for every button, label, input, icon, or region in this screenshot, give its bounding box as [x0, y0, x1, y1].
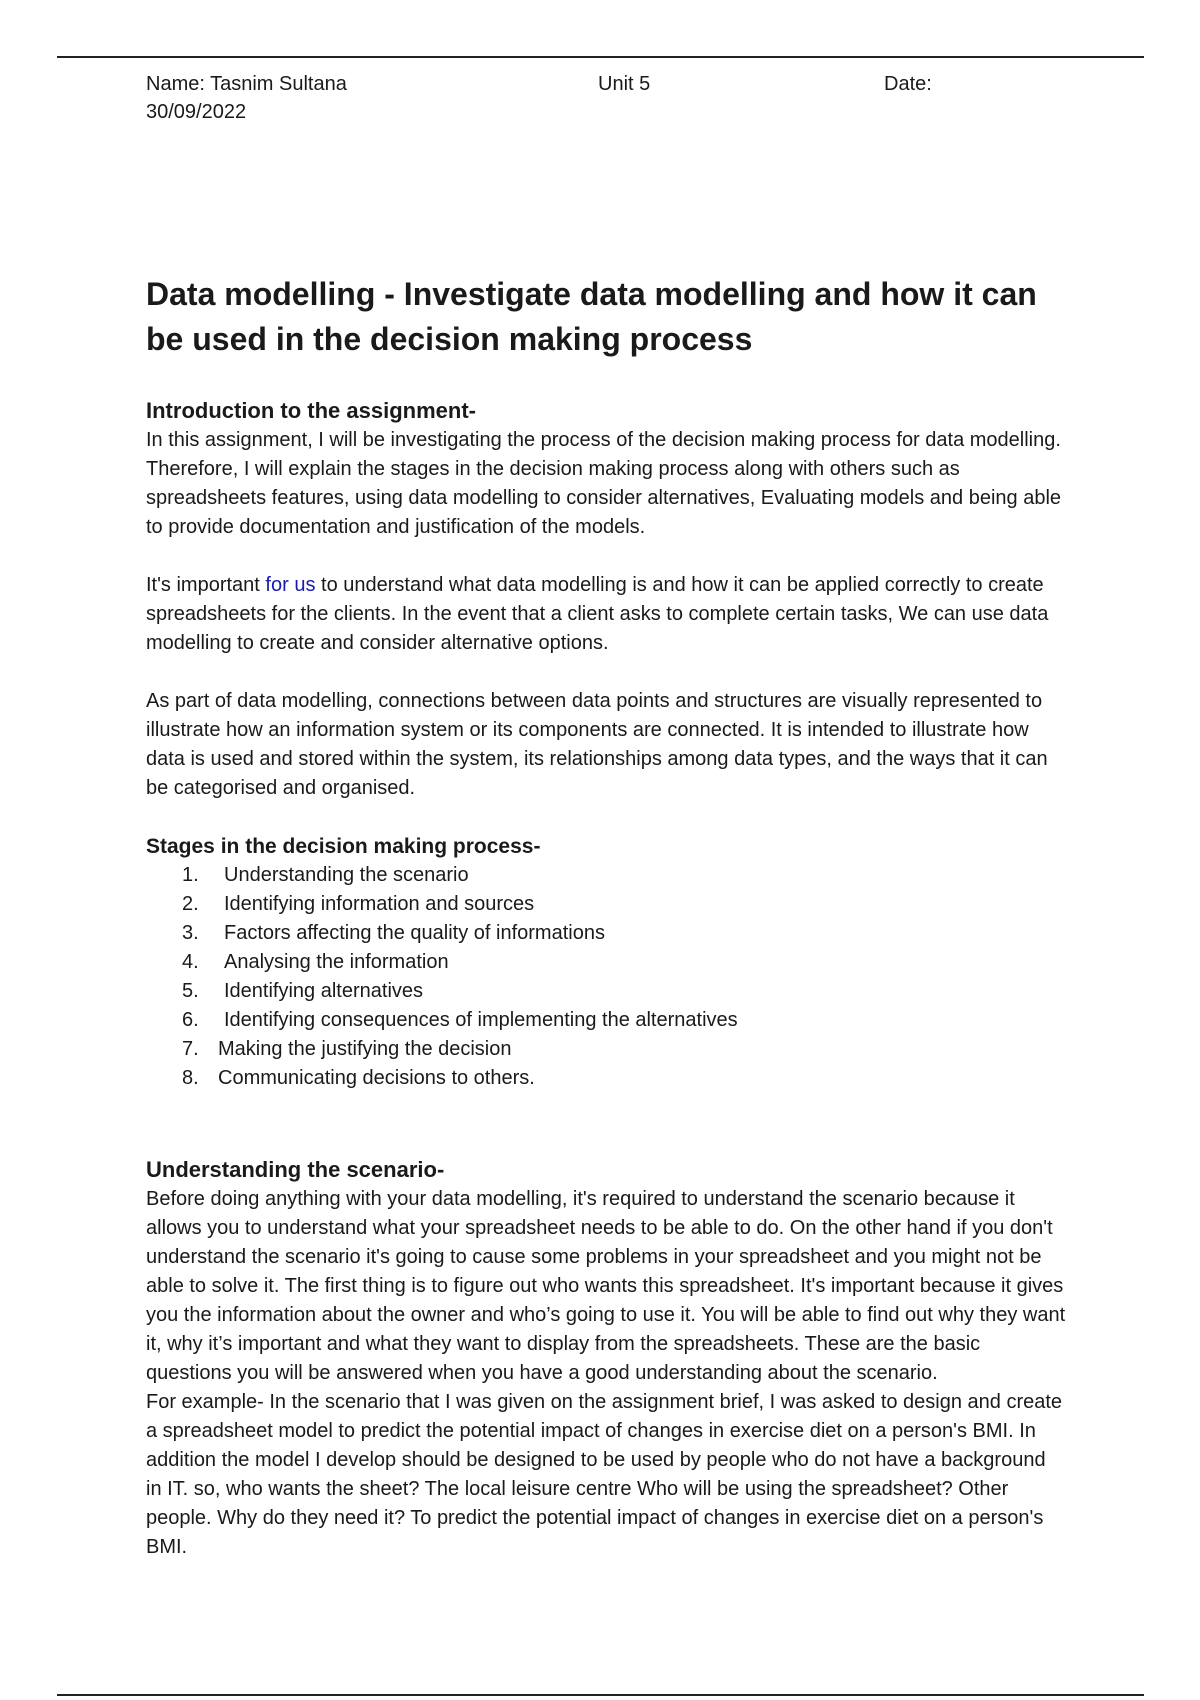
- date-value: 30/09/2022: [146, 101, 247, 123]
- header-row: [146, 70, 1066, 130]
- date-label: Date:: [884, 73, 932, 95]
- intro-paragraph-1: In this assignment, I will be investigating the process of the decision making process for data modelling. Therefore, I will explain the stages in the decision making process along with others such as spreadsheets features, using data modelling to consider alternatives, Evaluating models and being able to provide documentation and justification of the models.: [146, 429, 1062, 538]
- top-rule: [57, 56, 1144, 58]
- student-name: Name: Tasnim Sultana: [146, 73, 347, 95]
- list-item: 8. Communicating decisions to others.: [182, 1067, 535, 1089]
- list-item: 3. Factors affecting the quality of informations: [182, 922, 605, 944]
- list-item: 6. Identifying consequences of implementing the alternatives: [182, 1009, 738, 1031]
- stages-heading: Stages in the decision making process-: [146, 835, 541, 858]
- bottom-rule: [57, 1694, 1144, 1696]
- for-us-link[interactable]: for us: [265, 574, 316, 596]
- list-item: 4. Analysing the information: [182, 951, 449, 973]
- stages-list: [146, 861, 1066, 1093]
- intro-heading: Introduction to the assignment-: [146, 398, 476, 423]
- list-item: 7. Making the justifying the decision: [182, 1038, 512, 1060]
- list-item: 5. Identifying alternatives: [182, 980, 424, 1002]
- list-item: 1. Understanding the scenario: [182, 864, 469, 886]
- scenario-paragraph-2: For example- In the scenario that I was given on the assignment brief, I was asked to design and create a spreadsheet model to predict the potential impact of changes in exercise diet on a person's BMI. In addition the model I develop should be designed to be used by people who do not have a background in IT. so, who wants the sheet? The local leisure centre Who will be using the spreadsheet? Other people. Why do they need it? To predict the potential impact of changes in exercise diet on a person's BMI.: [146, 1391, 1063, 1558]
- list-item: 2. Identifying information and sources: [182, 893, 535, 915]
- intro-paragraph-3: As part of data modelling, connections between data points and structures are visually represented to illustrate how an information system or its components are connected. It is intended to illustrate how data is used and stored within the system, its relationships among data types, and the ways that it can be categorised and organised.: [146, 690, 1048, 799]
- scenario-heading: Understanding the scenario-: [146, 1157, 445, 1182]
- document-body: [146, 70, 1066, 1562]
- intro-paragraph-2: It's important for us to understand what data modelling is and how it can be applied correctly to create spreadsheets for the clients. In the event that a client asks to complete certain tasks, We can use data modelling to create and consider alternative options.: [146, 574, 1049, 654]
- unit-label: Unit 5: [598, 73, 651, 95]
- page-title: Data modelling - Investigate data modelling and how it can be used in the decision making process: [146, 276, 1037, 357]
- scenario-paragraph-1: Before doing anything with your data modelling, it's required to understand the scenario because it allows you to understand what your spreadsheet needs to be able to do. On the other hand if you don't understand the scenario it's going to cause some problems in your spreadsheet and you might not be able to solve it. The first thing is to figure out who wants this spreadsheet. It's important because it gives you the information about the owner and who’s going to use it. You will be able to find out why they want it, why it’s important and what they want to display from the spreadsheets. These are the basic questions you will be answered when you have a good understanding about the scenario.: [146, 1188, 1066, 1384]
